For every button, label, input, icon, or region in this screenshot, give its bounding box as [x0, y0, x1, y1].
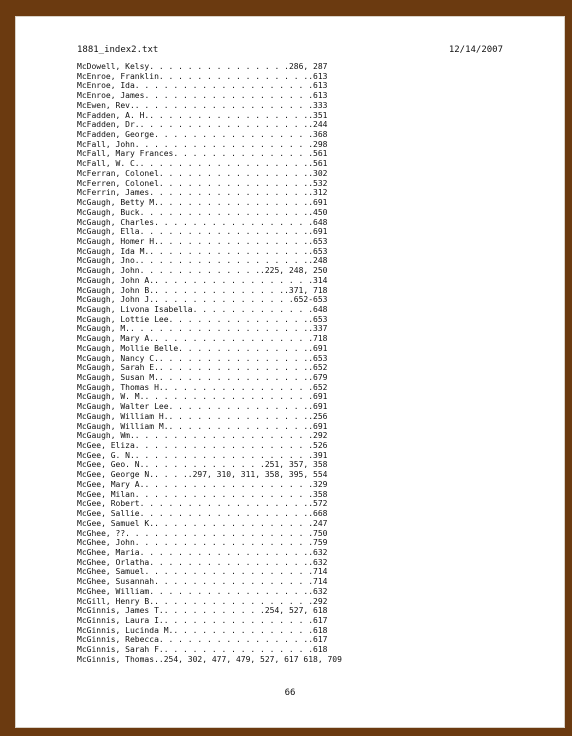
dot-leader: . . . . . . . . . . . . . . .. — [168, 421, 314, 431]
entry-pages: 648 — [313, 304, 328, 314]
entry-pages: 632 — [313, 557, 328, 567]
dot-leader: . . . . . . . . . . . . . . . .. — [158, 71, 314, 81]
dot-leader: . . . . . . . . . . . . . . . . . . . — [134, 538, 314, 548]
entry-name: McGaugh, Wm. — [77, 431, 135, 441]
dot-leader: . . . . . . . . . . . . . . . . . . . . — [125, 528, 314, 538]
entry-name: McGee, Eliza — [77, 441, 135, 451]
dot-leader: . . . . . . . . . . . . . . . . . . — [144, 479, 314, 489]
index-entry — [77, 159, 433, 169]
dot-leader: . . . . . . . . . . . . . . . . .. — [149, 188, 314, 198]
entry-pages: 368 — [313, 130, 328, 140]
dot-leader: . . . . . . . . . . . . . . . .. — [158, 353, 314, 363]
entry-pages: 668 — [313, 509, 328, 519]
entry-pages: 314 — [313, 275, 328, 285]
index-entry — [77, 198, 433, 208]
entry-pages: 617 — [313, 635, 328, 645]
index-entry-list — [77, 62, 433, 665]
dot-leader: . . . . . . . . . . . . . . . . .. — [149, 110, 314, 120]
entry-pages: 691 — [313, 227, 328, 237]
entry-name: McEnroe, Ida — [77, 81, 135, 91]
index-entry — [77, 188, 433, 198]
entry-pages: 691 — [313, 421, 328, 431]
dot-leader: . . . . . . . . . . . . . . . . . . — [144, 392, 314, 402]
entry-name: McGee, Mary A. — [77, 479, 145, 489]
dot-leader: . . . . . . . . . . . . . . .. — [168, 314, 314, 324]
index-entry — [77, 597, 433, 607]
entry-pages: 653 — [313, 236, 328, 246]
entry-name: McGaugh, Buck — [77, 207, 140, 217]
entry-name: McFadden, Dr. — [77, 120, 140, 130]
entry-name: McGinnis, Thomas — [77, 654, 155, 664]
index-entry — [77, 558, 433, 568]
entry-pages: 329 — [313, 479, 328, 489]
dot-leader: . . . . . . . . . . . . . . . — [173, 149, 314, 159]
dot-leader: . . . . . . . . . . . . . .. — [178, 343, 314, 353]
entry-pages: 691 — [313, 198, 328, 208]
index-entry — [77, 344, 433, 354]
header-date: 12/14/2007 — [448, 45, 503, 55]
dot-leader: . . . . . . . . . . . . . . . . . . .. — [129, 324, 314, 334]
entry-name: McGaugh, Susan M. — [77, 373, 159, 382]
page-header — [77, 44, 503, 56]
entry-name: McGaugh, Sarah E. — [77, 363, 159, 373]
entry-pages: 244 — [313, 120, 328, 130]
index-entry — [77, 422, 433, 432]
entry-name: McGaugh, Mollie Belle — [77, 343, 179, 353]
entry-name: McGaugh, Nancy C. — [77, 353, 159, 363]
index-entry — [77, 111, 433, 121]
dot-leader: . . . . . . . . . . . — [163, 606, 265, 616]
index-entry — [77, 354, 433, 364]
index-entry — [77, 470, 433, 480]
entry-name: McGaugh, William H. — [77, 411, 169, 421]
entry-pages: 292 — [313, 596, 328, 606]
entry-name: McEnroe, James — [77, 91, 145, 101]
page-number: 66 — [284, 688, 296, 698]
index-entry — [77, 538, 433, 548]
entry-pages: 714 — [313, 567, 328, 577]
dot-leader: . . . . . . . . . . . . . . . . . — [154, 577, 314, 587]
entry-name: McGaugh, John J. — [77, 295, 155, 305]
entry-pages: 256 — [313, 411, 328, 421]
index-entry — [77, 499, 433, 509]
index-entry — [77, 655, 433, 665]
dot-leader: . . . . . . . . . . . . . . . . . .. — [139, 256, 314, 266]
index-entry — [77, 587, 433, 597]
entry-pages: 351 — [313, 110, 328, 120]
index-entry — [77, 62, 433, 72]
entry-name: McFall, John — [77, 139, 135, 149]
entry-pages: 618 — [313, 645, 328, 655]
entry-pages: 251, 357, 358 — [264, 460, 328, 470]
entry-pages: 653 — [313, 314, 328, 324]
index-entry — [77, 305, 433, 315]
index-entry — [77, 519, 433, 529]
dot-leader: . . . . . . . . . . . . . . . . — [163, 615, 314, 625]
entry-pages: 652-653 — [293, 295, 328, 305]
entry-pages: 561 — [313, 149, 328, 159]
entry-name: McGaugh, Ida M. — [77, 246, 150, 256]
dot-leader: . . . . . . . . . . . . . . . . . — [154, 518, 314, 528]
entry-name: McGee, George N. — [77, 470, 155, 480]
entry-pages: 225, 248, 250 — [264, 266, 328, 276]
index-entry — [77, 392, 433, 402]
dot-leader: . . . . . . . . . . . . . . . . . .. — [139, 499, 314, 509]
entry-name: McFadden, A. H. — [77, 110, 150, 120]
entry-name: McFall, Mary Frances — [77, 149, 174, 159]
entry-pages: 312 — [313, 188, 328, 198]
index-entry — [77, 645, 433, 655]
dot-leader: . . . . . . . . . . . . . . . . . . . — [134, 139, 314, 149]
entry-pages: 653 — [313, 246, 328, 256]
dot-leader: . . . . . . . . . . . . . . . . . . . — [134, 100, 314, 110]
entry-name: McGee, Samuel K. — [77, 518, 155, 528]
entry-pages: 679 — [313, 373, 328, 382]
entry-pages: 613 — [313, 71, 328, 81]
index-entry — [77, 431, 433, 441]
dot-leader: . . . . . . . . . . . . . . . .. — [158, 635, 314, 645]
entry-pages: 572 — [313, 499, 328, 509]
dot-leader: . . . . . . . . . . . . . . . — [154, 295, 294, 305]
entry-name: McGaugh, Mary A. — [77, 334, 155, 344]
entry-name: McGinnis, Rebecca — [77, 635, 159, 645]
dot-leader: . . . . . . . . . . . . . . . . .. — [149, 557, 314, 567]
index-entry — [77, 237, 433, 247]
dot-leader: . . . . . . . . . . . . . . . . . .. — [139, 227, 314, 237]
entry-pages: 653 — [313, 353, 328, 363]
entry-name: McGhee, William — [77, 586, 150, 596]
entry-pages: 617 — [313, 615, 328, 625]
entry-pages: 526 — [313, 441, 328, 451]
index-entry — [77, 363, 433, 373]
entry-pages: 648 — [313, 217, 328, 227]
dot-leader: . . . . . . . . . . . . .. — [139, 266, 265, 276]
index-entry — [77, 577, 433, 587]
dot-leader: . . . . . . . . . . . . . . . . . .. — [139, 207, 314, 217]
entry-name: McFerran, Colonel — [77, 168, 159, 178]
entry-name: McFerren, Colonel — [77, 178, 159, 188]
index-entry — [77, 169, 433, 179]
index-entry — [77, 295, 433, 305]
entry-name: McGhee, Orlatha — [77, 557, 150, 567]
entry-pages: 302 — [313, 168, 328, 178]
index-entry — [77, 130, 433, 140]
dot-leader: . . . . . . . . . . . . . . . .. — [158, 363, 314, 373]
index-entry — [77, 247, 433, 257]
dot-leader: . . . . . . . . . . . . . . . . . — [154, 130, 314, 140]
entry-name: McGee, Sallie — [77, 509, 140, 519]
document-page — [15, 16, 565, 728]
dot-leader: . . . . . . . . . . . . . — [144, 460, 265, 470]
index-entry — [77, 548, 433, 558]
index-entry — [77, 149, 433, 159]
dot-leader: . . . . . . . . . . . . . — [192, 304, 314, 314]
dot-leader: . . . . . . . . . . . . . . . . . — [154, 334, 314, 344]
entry-name: McGaugh, Walter Lee — [77, 402, 169, 412]
entry-name: McGee, G. N. — [77, 450, 135, 460]
entry-pages: 652 — [313, 382, 328, 392]
entry-pages: 632 — [313, 547, 328, 557]
index-entry — [77, 480, 433, 490]
dot-leader: . . . . . . . . . . . . . . . . . . . — [134, 431, 314, 441]
entry-pages: 333 — [313, 100, 328, 110]
index-entry — [77, 567, 433, 577]
entry-pages: 337 — [313, 324, 328, 334]
entry-pages: 613 — [313, 91, 328, 101]
dot-leader: . . . . . . . . . . . . . . . .. — [158, 178, 314, 188]
dot-leader: . . . . . . . . . . . . . . . . — [163, 382, 314, 392]
dot-leader: . . . . . . . . . . . . . . . . . — [154, 596, 314, 606]
entry-name: McGhee, John — [77, 538, 135, 548]
entry-pages: 254, 302, 477, 479, 527, 617 618, 709 — [163, 654, 342, 664]
entry-pages: 613 — [313, 81, 328, 91]
entry-name: McGaugh, W. M. — [77, 392, 145, 402]
entry-pages: 691 — [313, 343, 328, 353]
index-entry — [77, 383, 433, 393]
index-entry — [77, 635, 433, 645]
dot-leader: . . . . . . . . . . . . . . . . .. — [149, 586, 314, 596]
index-entry — [77, 334, 433, 344]
entry-name: McGee, Robert — [77, 499, 140, 509]
index-entry — [77, 529, 433, 539]
entry-name: McGaugh, Homer H. — [77, 236, 159, 246]
dot-leader: . . . . . . . . . . . . . . . .. — [158, 373, 314, 382]
dot-leader: . . . . . . . . . . . . . . . .. — [158, 198, 314, 208]
dot-leader: . . . . . . . . . . . . . . . . — [163, 645, 314, 655]
entry-name: McGaugh, Lottie Lee — [77, 314, 169, 324]
entry-pages: 248 — [313, 256, 328, 266]
dot-leader: . . . . . . . . . . . . . . . . . .. — [139, 509, 314, 519]
entry-name: McGaugh, Charles — [77, 217, 155, 227]
index-entry — [77, 101, 433, 111]
dot-leader: . . . . . . . . . . . . . . . .. — [158, 236, 314, 246]
entry-name: McGee, Milan — [77, 489, 135, 499]
index-entry — [77, 256, 433, 266]
entry-name: McGaugh, Betty M. — [77, 198, 159, 208]
entry-pages: 371, 718 — [288, 285, 328, 295]
dot-leader: . . . . . . . . . . . . . . . . . . . — [134, 489, 314, 499]
entry-name: McGhee, Susannah — [77, 577, 155, 587]
index-entry — [77, 460, 433, 470]
dot-leader: . . . . . . . . . . . . . .. — [154, 285, 289, 295]
index-entry — [77, 227, 433, 237]
entry-name: McFall, W. C. — [77, 159, 140, 169]
dot-leader: . . . . . . . . . . . . . . .. — [168, 402, 314, 412]
index-entry — [77, 373, 433, 383]
index-entry — [77, 509, 433, 519]
entry-name: McEnroe, Franklin — [77, 71, 159, 81]
index-entry — [77, 606, 433, 616]
dot-leader: . . . . . . . . . . . . . . . . .. — [149, 246, 314, 256]
entry-name: McFerrin, James — [77, 188, 150, 198]
entry-name: McEwen, Rev. — [77, 100, 135, 110]
index-entry — [77, 490, 433, 500]
index-entry — [77, 626, 433, 636]
index-entry — [77, 286, 433, 296]
index-entry — [77, 451, 433, 461]
entry-pages: 254, 527, 618 — [264, 606, 328, 616]
index-entry — [77, 140, 433, 150]
dot-leader: . . . . . . . . . . . . . . . . . . . — [134, 81, 314, 91]
entry-name: McGhee, Samuel — [77, 567, 145, 577]
index-entry — [77, 324, 433, 334]
entry-pages: 759 — [313, 538, 328, 548]
dot-leader: . . . . . . . . . . . . . . . .. — [158, 168, 314, 178]
index-entry — [77, 81, 433, 91]
entry-name: McGaugh, Thomas H. — [77, 382, 164, 392]
entry-name: McDowell, Kelsy — [77, 62, 150, 71]
index-entry — [77, 412, 433, 422]
entry-name: McGinnis, Lucinda M. — [77, 625, 174, 635]
entry-name: McGaugh, Ella — [77, 227, 140, 237]
index-entry — [77, 91, 433, 101]
entry-name: McFadden, George — [77, 130, 155, 140]
entry-pages: 297, 310, 311, 358, 395, 554 — [192, 470, 328, 480]
index-entry — [77, 441, 433, 451]
dot-leader: .. — [154, 654, 164, 664]
file-name: 1881_index2.txt — [77, 45, 159, 55]
entry-name: McGhee, ?? — [77, 528, 126, 538]
index-entry — [77, 72, 433, 82]
entry-pages: 691 — [313, 392, 328, 402]
entry-name: McGinnis, Laura I. — [77, 615, 164, 625]
entry-name: McGaugh, Livona Isabella — [77, 304, 193, 314]
entry-name: McGinnis, Sarah F. — [77, 645, 164, 655]
dot-leader: . . . . . . . . . . . . . . . . . . — [144, 567, 314, 577]
entry-pages: 247 — [313, 518, 328, 528]
dot-leader: . . . . . . . . . . . . . . . . . . . — [134, 441, 314, 451]
entry-name: McGaugh, John — [77, 266, 140, 276]
index-entry — [77, 276, 433, 286]
entry-pages: 718 — [313, 334, 328, 344]
index-entry — [77, 266, 433, 276]
entry-pages: 561 — [313, 159, 328, 169]
entry-name: McGaugh, John B. — [77, 285, 155, 295]
index-entry — [77, 616, 433, 626]
dot-leader: . . . . . . . . . . . . . . . . . — [154, 217, 314, 227]
index-entry — [77, 208, 433, 218]
entry-name: McGinnis, James T. — [77, 606, 164, 616]
entry-name: McGaugh, John A. — [77, 275, 155, 285]
entry-pages: 618 — [313, 625, 328, 635]
entry-pages: 286, 287 — [288, 62, 328, 71]
index-entry — [77, 120, 433, 130]
entry-pages: 450 — [313, 207, 328, 217]
dot-leader: . . . . . . . . . . . . . . .. — [168, 411, 314, 421]
entry-pages: 298 — [313, 139, 328, 149]
index-entry — [77, 402, 433, 412]
dot-leader: . . . . . . . . . . . . . . . — [149, 62, 289, 71]
entry-name: McGaugh, M. — [77, 324, 130, 334]
entry-name: McGaugh, William M. — [77, 421, 169, 431]
entry-pages: 652 — [313, 363, 328, 373]
entry-name: McGaugh, Jno. — [77, 256, 140, 266]
entry-pages: 292 — [313, 431, 328, 441]
dot-leader: . . . . . . . . . . . . . . . . . — [154, 275, 314, 285]
index-entry — [77, 179, 433, 189]
dot-leader: . . . . . . . . . . . . . . . . . .. — [139, 120, 314, 130]
entry-pages: 391 — [313, 450, 328, 460]
dot-leader: . . . . . . . . . . . . . . . . . .. — [139, 159, 314, 169]
entry-pages: 632 — [313, 586, 328, 596]
entry-name: McGill, Henry B. — [77, 596, 155, 606]
dot-leader: . . . .. — [154, 470, 193, 480]
entry-pages: 358 — [313, 489, 328, 499]
entry-pages: 750 — [313, 528, 328, 538]
entry-name: McGhee, Maria — [77, 547, 140, 557]
entry-pages: 714 — [313, 577, 328, 587]
dot-leader: . . . . . . . . . . . . . . . . . .. — [139, 547, 314, 557]
entry-pages: 532 — [313, 178, 328, 188]
dot-leader: . . . . . . . . . . . . . . . . . . . — [134, 450, 314, 460]
dot-leader: . . . . . . . . . . . . . . . — [173, 625, 314, 635]
entry-pages: 691 — [313, 402, 328, 412]
dot-leader: . . . . . . . . . . . . . . . . . . — [144, 91, 314, 101]
index-entry — [77, 315, 433, 325]
index-entry — [77, 218, 433, 228]
entry-name: McGee, Geo. N. — [77, 460, 145, 470]
